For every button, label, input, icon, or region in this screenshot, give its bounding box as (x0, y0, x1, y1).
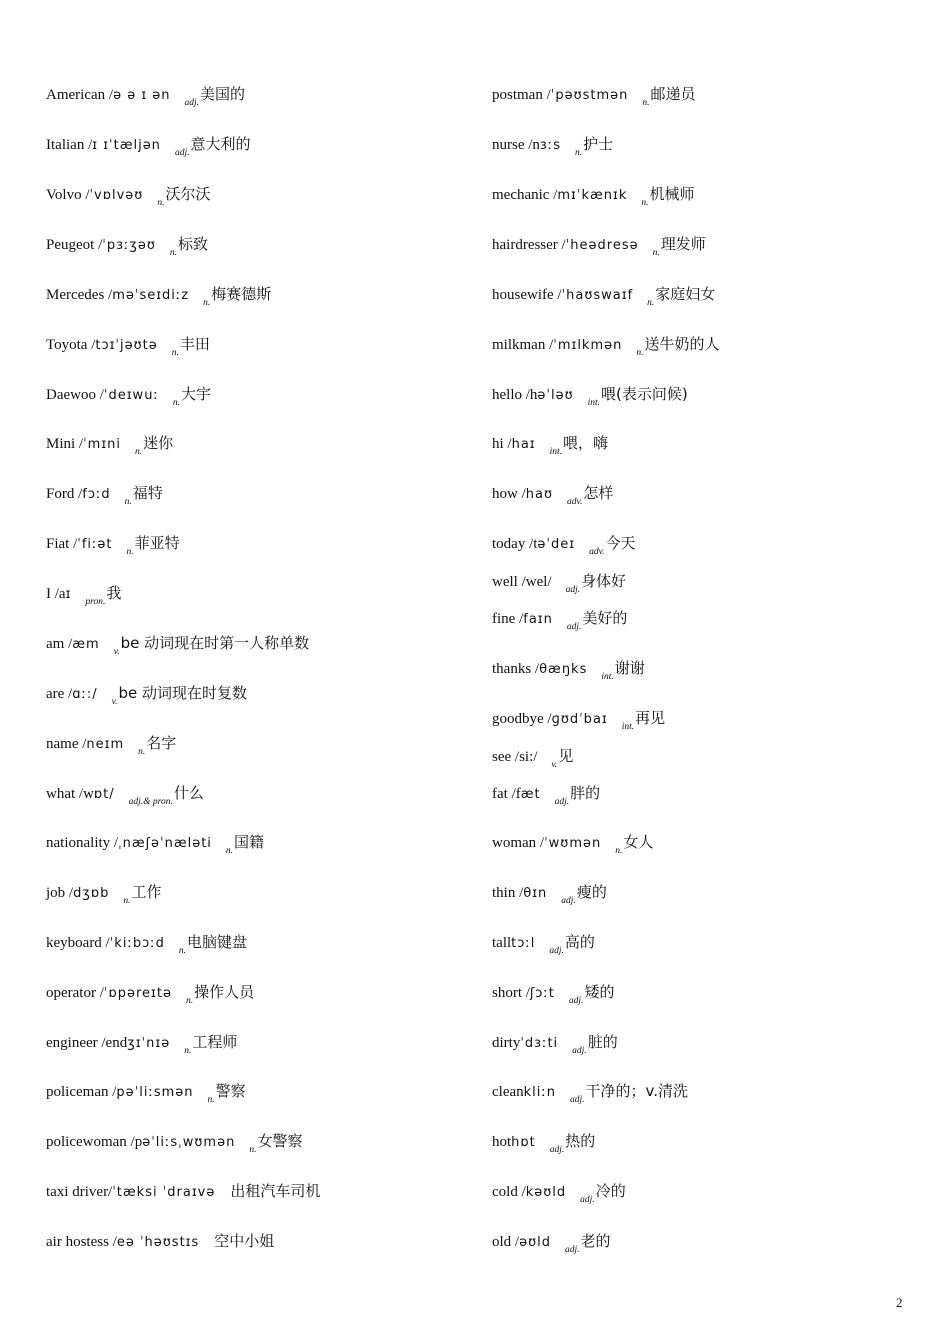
vocab-part-of-speech: v. (111, 697, 118, 707)
vocab-meaning: 冷的 (595, 1182, 626, 1200)
vocab-phonetic: dʒɒb (73, 886, 110, 901)
vocab-part-of-speech: n. (126, 547, 134, 557)
vocab-word: mechanic / (492, 187, 558, 203)
vocab-word: milkman / (492, 337, 554, 353)
vocab-word: Ford / (46, 486, 83, 502)
vocab-part-of-speech: int. (587, 398, 601, 408)
vocab-entry (46, 134, 250, 163)
vocab-part-of-speech: n. (124, 497, 132, 507)
vocab-entry (46, 234, 208, 263)
vocab-phonetic: æm (72, 637, 100, 652)
vocab-word: see /si:/ (492, 749, 538, 765)
vocab-phonetic: ˈmɪlkmǝn (553, 338, 623, 353)
vocab-meaning: 理发师 (660, 235, 706, 253)
vocab-phonetic: hɒt (511, 1135, 536, 1150)
vocab-part-of-speech: adj.& pron. (128, 797, 173, 807)
vocab-word: postman / (492, 87, 551, 103)
vocab-meaning: 送牛奶的人 (644, 335, 720, 353)
vocab-phonetic: æt (520, 787, 541, 802)
vocab-part-of-speech: int. (601, 672, 614, 682)
vocab-word: fat /f (492, 786, 521, 802)
vocab-part-of-speech: adj. (570, 1095, 585, 1105)
vocab-phonetic: ǝʊld (519, 1235, 551, 1250)
vocab-phonetic: ǝˈdeɪ (537, 537, 576, 552)
vocab-word: Volvo / (46, 187, 90, 203)
vocab-part-of-speech: n. (615, 846, 623, 856)
vocab-word: housewife / (492, 287, 562, 303)
vocab-phonetic: ˈpǝʊstmǝn (550, 88, 629, 103)
vocab-phonetic: θæŋks (539, 662, 588, 677)
vocab-word: name / (46, 736, 87, 752)
vocab-meaning: 美好的 (582, 609, 628, 627)
vocab-part-of-speech: adj. (549, 946, 564, 956)
vocab-word: operator / (46, 985, 104, 1001)
vocab-word: old / (492, 1234, 520, 1250)
vocab-phonetic: ˈwʊmǝn (544, 836, 602, 851)
vocab-part-of-speech: n. (172, 398, 180, 408)
vocab-entry (46, 433, 173, 462)
vocab-entry (46, 1032, 237, 1061)
vocab-entry (492, 832, 653, 861)
vocab-word: engineer /end (46, 1035, 128, 1051)
vocab-word: how / (492, 486, 526, 502)
vocab-word: well /wel/ (492, 574, 552, 590)
vocab-meaning: 干净的；v.清洗 (585, 1082, 689, 1100)
vocab-entry (46, 334, 210, 363)
vocab-entry (46, 1231, 274, 1253)
vocab-entry (492, 334, 720, 363)
vocab-phonetic: ˈpɜːʒǝʊ (102, 238, 156, 253)
vocab-word: hello /h (492, 387, 538, 403)
vocab-entry (46, 284, 271, 313)
vocab-entry (492, 1131, 595, 1160)
vocab-meaning: 迷你 (143, 434, 174, 452)
vocab-phonetic: ˌnæʃǝˈnælǝti (118, 836, 212, 851)
vocab-word: Toyota / (46, 337, 96, 353)
vocab-entry (492, 234, 706, 263)
vocab-part-of-speech: adj. (554, 797, 570, 807)
vocab-entry (492, 1181, 626, 1210)
vocab-meaning: 女警察 (257, 1132, 303, 1150)
vocab-meaning: 名字 (146, 734, 177, 752)
vocab-part-of-speech: adj. (184, 98, 200, 108)
vocab-phonetic: ˈtæksi ˈdraɪvǝ (112, 1185, 216, 1200)
vocab-entry (492, 134, 613, 163)
vocab-entry (492, 882, 607, 911)
vocab-part-of-speech: n. (636, 348, 644, 358)
vocab-part-of-speech: v. (551, 760, 558, 770)
vocab-entry (492, 783, 600, 812)
vocab-meaning: 大宇 (180, 385, 211, 403)
vocab-phonetic: θɪn (523, 886, 548, 901)
vocab-meaning: 电脑键盘 (186, 933, 247, 951)
vocab-entry (46, 583, 121, 612)
vocab-entry (492, 384, 688, 413)
vocab-entry (492, 982, 614, 1011)
vocab-meaning: 再见 (635, 709, 666, 727)
vocab-word: what /w (46, 786, 94, 802)
vocab-word: fine / (492, 611, 524, 627)
vocab-word: tall (492, 935, 512, 951)
vocab-word: thanks / (492, 661, 540, 677)
vocab-part-of-speech: int. (621, 722, 635, 732)
vocab-meaning: 高的 (564, 933, 595, 951)
vocab-entry (46, 832, 264, 861)
vocab-word: goodbye / (492, 711, 552, 727)
vocab-word: taxi driver/ (46, 1184, 113, 1200)
vocab-word: hot (492, 1134, 512, 1150)
vocab-word: keyboard / (46, 935, 110, 951)
vocab-part-of-speech: n. (647, 298, 655, 308)
vocab-phonetic: ˈfiːǝt (77, 537, 113, 552)
vocab-meaning: 什么 (173, 784, 204, 802)
vocab-part-of-speech: n. (157, 198, 165, 208)
vocab-word: cold / (492, 1184, 526, 1200)
vocab-word: thin / (492, 885, 524, 901)
vocab-meaning: 操作人员 (194, 983, 255, 1001)
vocab-part-of-speech: n. (138, 747, 146, 757)
vocab-meaning: 国籍 (234, 833, 265, 851)
vocab-phonetic: faɪn (523, 612, 553, 627)
vocab-phonetic: tɔɪˈjǝʊtǝ (95, 338, 158, 353)
vocab-meaning: 脏的 (587, 1033, 618, 1051)
vocab-word: air hostess / (46, 1234, 117, 1250)
vocab-phonetic: ǝ ǝ ɪ ǝn (113, 88, 171, 103)
vocab-phonetic: ɪ (65, 587, 72, 602)
vocab-phonetic: ˈɒpǝreɪtǝ (103, 986, 172, 1001)
vocab-entry (46, 683, 247, 712)
vocab-entry (46, 533, 180, 562)
vocab-entry (46, 633, 309, 662)
vocab-phonetic: haʊ (525, 487, 553, 502)
vocab-entry (46, 783, 204, 812)
vocab-part-of-speech: n. (652, 248, 660, 258)
vocab-part-of-speech: n. (185, 996, 194, 1006)
vocab-meaning: 怎样 (583, 484, 614, 502)
vocab-phonetic: ɪ ɪˈtæljǝn (92, 138, 161, 153)
vocab-phonetic: ˈdɜːti (520, 1036, 559, 1051)
vocab-meaning: 沃尔沃 (165, 185, 211, 203)
vocab-meaning: 美国的 (200, 85, 246, 103)
vocab-entry (492, 571, 626, 600)
vocab-meaning: 今天 (605, 534, 636, 552)
vocab-phonetic: ˈhaʊswaɪf (561, 288, 634, 303)
vocab-part-of-speech: adj. (565, 585, 581, 595)
vocab-entry (492, 608, 627, 637)
vocab-meaning: 菲亚特 (134, 534, 180, 552)
vocab-meaning: 瘦的 (576, 883, 607, 901)
vocab-meaning: 丰田 (179, 335, 210, 353)
vocab-meaning: 机械师 (649, 185, 695, 203)
vocab-word: today /t (492, 536, 538, 552)
vocab-word: policeman / (46, 1084, 117, 1100)
vocab-entry (492, 184, 695, 213)
vocab-phonetic: kǝʊld (525, 1185, 567, 1200)
vocab-entry (492, 1032, 618, 1061)
vocab-word: nationality / (46, 835, 119, 851)
vocab-part-of-speech: n. (207, 1095, 215, 1105)
vocab-meaning: 工作 (131, 883, 162, 901)
vocab-meaning: 女人 (623, 833, 654, 851)
vocab-meaning: 护士 (583, 135, 614, 153)
vocab-meaning: 空中小姐 (214, 1232, 275, 1250)
vocab-part-of-speech: n. (203, 298, 211, 308)
vocab-phonetic: ʃɔːt (529, 986, 555, 1001)
vocab-meaning: be 动词现在时复数 (118, 684, 248, 702)
vocab-phonetic: mǝˈseɪdiːz (112, 288, 190, 303)
vocab-meaning: 梅赛德斯 (211, 285, 272, 303)
vocab-phonetic: ɑː:/ (72, 687, 98, 702)
vocab-word: Daewoo / (46, 387, 104, 403)
vocab-part-of-speech: adj. (566, 622, 582, 632)
vocab-entry (46, 982, 254, 1011)
vocab-word: Peugeot / (46, 237, 103, 253)
vocab-part-of-speech: n. (641, 198, 649, 208)
vocab-entry (492, 932, 595, 961)
vocab-meaning: 我 (106, 584, 122, 602)
vocab-part-of-speech: n. (225, 846, 234, 856)
vocab-meaning: 警察 (215, 1082, 246, 1100)
vocab-word: clean (492, 1084, 524, 1100)
vocab-meaning: 意大利的 (190, 135, 251, 153)
vocab-phonetic: ˈmɪni (83, 437, 122, 452)
vocab-entry (46, 1081, 246, 1110)
vocab-entry (492, 1081, 688, 1110)
vocab-phonetic: ˈkiːbɔːd (109, 936, 165, 951)
vocab-entry (492, 433, 608, 462)
vocab-meaning: 工程师 (192, 1033, 238, 1051)
vocab-part-of-speech: pron. (85, 597, 106, 607)
vocab-entry (492, 483, 613, 512)
vocab-word: am / (46, 636, 73, 652)
vocab-part-of-speech: adv. (567, 497, 583, 507)
vocab-part-of-speech: n. (575, 148, 583, 158)
vocab-part-of-speech: adj. (572, 1046, 587, 1056)
vocab-part-of-speech: n. (123, 896, 131, 906)
vocab-word: American / (46, 87, 114, 103)
vocab-phonetic: ǝˈlǝʊ (537, 388, 574, 403)
vocab-part-of-speech: int. (549, 447, 563, 457)
vocab-phonetic: mɪˈkænɪk (557, 188, 628, 203)
vocab-phonetic: ɡʊdˈbaɪ (551, 712, 608, 727)
vocab-word: Italian / (46, 137, 93, 153)
vocab-phonetic: tɔːl (511, 936, 536, 951)
vocab-entry (492, 533, 635, 562)
vocab-word: are / (46, 686, 73, 702)
vocab-part-of-speech: adj. (568, 996, 584, 1006)
vocab-part-of-speech: adj. (561, 896, 576, 906)
vocab-entry (492, 746, 573, 775)
vocab-entry (46, 184, 210, 213)
vocab-entry (46, 384, 211, 413)
vocab-phonetic: ǝˈliːsˌwʊmǝn (142, 1135, 236, 1150)
vocab-meaning: 胖的 (570, 784, 601, 802)
vocab-part-of-speech: adv. (589, 547, 605, 557)
vocab-word: policewoman /p (46, 1134, 143, 1150)
vocab-phonetic: ˈheǝdresǝ (565, 238, 639, 253)
vocab-phonetic: eǝ ˈhǝʊstɪs (116, 1235, 200, 1250)
vocab-phonetic: pǝˈliːsmǝn (116, 1085, 194, 1100)
vocab-phonetic: neɪm (86, 737, 125, 752)
vocab-entry (46, 733, 176, 762)
vocab-part-of-speech: n. (178, 946, 186, 956)
vocab-word: Mercedes / (46, 287, 113, 303)
vocab-meaning: 福特 (132, 484, 163, 502)
vocab-entry (46, 882, 162, 911)
vocab-meaning: be 动词现在时第一人称单数 (120, 634, 310, 652)
vocab-part-of-speech: n. (184, 1046, 192, 1056)
vocab-meaning: 标致 (178, 235, 209, 253)
vocab-meaning: 矮的 (584, 983, 615, 1001)
vocab-word: hi / (492, 436, 512, 452)
vocab-entry (492, 1231, 611, 1260)
vocab-word: woman / (492, 835, 545, 851)
vocab-word: dirty (492, 1035, 521, 1051)
vocab-phonetic: ˈdeɪwuː (103, 388, 159, 403)
vocab-phonetic: kliːn (523, 1085, 557, 1100)
vocab-phonetic: ɒt/ (93, 787, 115, 802)
vocab-entry (46, 1131, 302, 1160)
vocab-meaning: 热的 (565, 1132, 596, 1150)
vocab-word: Mini / (46, 436, 84, 452)
vocab-entry (46, 84, 245, 113)
vocab-meaning: 身体好 (581, 572, 627, 590)
vocab-phonetic: ʒɪˈnɪǝ (127, 1036, 171, 1051)
vocab-word: nurse /n (492, 137, 540, 153)
vocab-entry (46, 483, 163, 512)
vocab-phonetic: ˈvɒlvǝʊ (89, 188, 144, 203)
vocab-meaning: 谢谢 (614, 659, 645, 677)
vocab-phonetic: fɔːd (82, 487, 111, 502)
vocab-entry (492, 284, 715, 313)
vocab-part-of-speech: adj. (565, 1245, 580, 1255)
vocab-phonetic: haɪ (511, 437, 536, 452)
vocab-part-of-speech: adj. (580, 1195, 595, 1205)
vocab-word: short / (492, 985, 530, 1001)
vocab-part-of-speech: adj. (174, 148, 190, 158)
vocab-meaning: 老的 (580, 1232, 611, 1250)
vocab-meaning: 喂，嗨 (563, 434, 609, 452)
vocab-entry (46, 932, 247, 961)
vocab-part-of-speech: n. (171, 348, 179, 358)
vocab-meaning: 家庭妇女 (655, 285, 716, 303)
vocab-entry (46, 1181, 320, 1203)
vocab-word: Fiat / (46, 536, 78, 552)
vocab-part-of-speech: n. (249, 1145, 257, 1155)
vocab-word: I /a (46, 586, 66, 602)
vocab-entry (492, 658, 645, 687)
vocab-meaning: 见 (558, 747, 574, 765)
vocab-part-of-speech: n. (642, 98, 650, 108)
vocab-part-of-speech: adj. (549, 1145, 565, 1155)
vocab-meaning: 出租汽车司机 (230, 1182, 321, 1200)
page-number: 2 (896, 1295, 903, 1310)
vocab-meaning: 邮递员 (650, 85, 696, 103)
vocab-word: job / (46, 885, 74, 901)
vocab-phonetic: ɜːs (539, 138, 561, 153)
vocab-part-of-speech: v. (113, 647, 120, 657)
vocab-part-of-speech: n. (135, 447, 143, 457)
vocab-meaning: 喂(表示问候) (601, 385, 688, 403)
vocab-entry (492, 708, 665, 737)
vocab-entry (492, 84, 696, 113)
vocab-part-of-speech: n. (169, 248, 178, 258)
vocab-word: hairdresser / (492, 237, 566, 253)
